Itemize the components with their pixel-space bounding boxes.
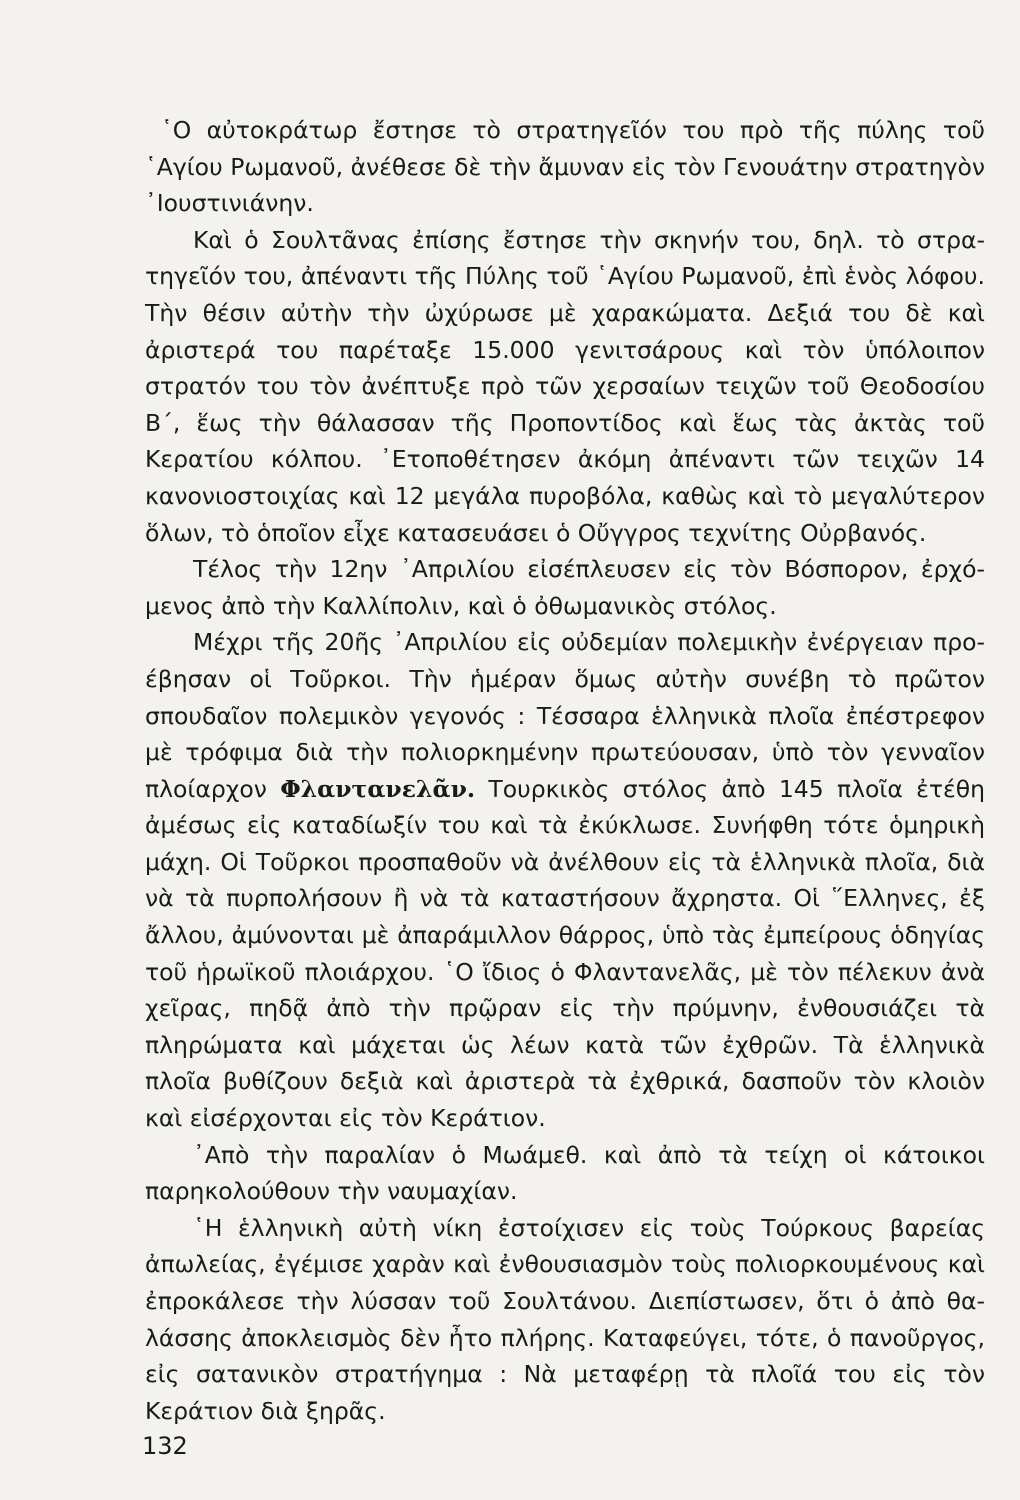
page-number: 132	[142, 1432, 188, 1460]
paragraph-4-start: Μέχρι τῆς 20ῆς ᾿Απριλίου εἰς οὐδεμίαν πολεμικὴν ἐνέργειαν προέβησαν οἱ Τοῦρκοι. Τὴν ἡμέραν ὅμως αὐτὴν συνέβη τὸ πρῶτον σπουδαῖον πολεμικὸν γεγονός : Τέσσαρα ἑλληνικὰ πλοῖα ἐπέστρεφον μὲ τρόφιμα διὰ τὴν πολιορκημένην πρωτεύουσαν, ὑπὸ τὸν γενναῖον πλοίαρχον	[145, 628, 985, 803]
paragraph-5: ᾿Απὸ τὴν παραλίαν ὁ Μωάμεθ. καὶ ἀπὸ τὰ τείχη οἱ κάτοικοι παρηκολούθουν τὴν ναυμαχίαν.	[145, 1140, 985, 1206]
body-text	[145, 112, 985, 1429]
captain-name-bold: Φλαντανελᾶν.	[280, 774, 476, 803]
paragraph-6: ῾Η ἑλληνικὴ αὐτὴ νίκη ἐστοίχισεν εἰς τοὺς Τούρκους βαρείας ἀπωλείας, ἐγέμισε χαρὰν καὶ ἐνθουσιασμὸν τοὺς πολιορκουμένους καὶ ἐπροκάλεσε τὴν λύσσαν τοῦ Σουλτάνου. Διεπίστωσεν, ὅτι ὁ ἀπὸ θαλάσσης ἀποκλεισμὸς δὲν ἦτο πλήρης. Καταφεύγει, τότε, ὁ πανοῦργος, εἰς σατανικὸν στρατήγημα : Νὰ μεταφέρῃ τὰ πλοῖά του εἰς τὸν Κεράτιον διὰ ξηρᾶς.	[145, 1213, 985, 1425]
paragraph-3: Τέλος τὴν 12ην ᾿Απριλίου εἰσέπλευσεν εἰς τὸν Βόσπορον, ἐρχόμενος ἀπὸ τὴν Καλλίπολιν, καὶ ὁ ὀθωμανικὸς στόλος.	[145, 555, 985, 620]
paragraph-4-end: Τουρκικὸς στόλος ἀπὸ 145 πλοῖα ἐτέθη ἀμέσως εἰς καταδίωξίν του καὶ τὰ ἐκύκλωσε. Συνήφθη τότε ὁμηρικὴ μάχη. Οἱ Τοῦρκοι προσπαθοῦν νὰ ἀνέλθουν εἰς τὰ ἑλληνικὰ πλοῖα, διὰ νὰ τὰ πυρπολήσουν ἢ νὰ τὰ καταστήσουν ἄχρηστα. Οἱ ῞Ελληνες, ἐξ ἄλλου, ἀμύνονται μὲ ἀπαράμιλλον θάρρος, ὑπὸ τὰς ἐμπείρους ὁδηγίας τοῦ ἡρωϊκοῦ πλοιάρχου. ῾Ο ἴδιος ὁ Φλαντανελᾶς, μὲ τὸν πέλεκυν ἀνὰ χεῖρας, πηδᾷ ἀπὸ τὴν πρῷραν εἰς τὴν πρύμνην, ἐνθουσιάζει τὰ πληρώματα καὶ μάχεται ὡς λέων κατὰ τῶν ἐχθρῶν. Τὰ ἑλληνικὰ πλοῖα βυθίζουν δεξιὰ καὶ ἀριστερὰ τὰ ἐχθρικά, δασποῦν τὸν κλοιὸν καὶ εἰσέρχονται εἰς τὸν Κεράτιον.	[145, 774, 986, 1133]
paragraph-4	[145, 624, 985, 1136]
paragraph-1: ῾Ο αὐτοκράτωρ ἔστησε τὸ στρατηγεῖόν του πρὸ τῆς πύλης τοῦ ῾Αγίου Ρωμανοῦ, ἀνέθεσε δὲ τὴν ἄμυναν εἰς τὸν Γενουάτην στρατηγὸν ᾿Ιουστινιάνην.	[145, 116, 985, 218]
paragraph-2: Καὶ ὁ Σουλτᾶνας ἐπίσης ἔστησε τὴν σκηνήν του, δηλ. τὸ στρατηγεῖόν του, ἀπέναντι τῆς Πύλης τοῦ ῾Αγίου Ρωμανοῦ, ἐπὶ ἑνὸς λόφου. Τὴν θέσιν αὐτὴν τὴν ὠχύρωσε μὲ χαρακώματα. Δεξιά του δὲ καὶ ἀριστερά του παρέταξε 15.000 γενιτσάρους καὶ τὸν ὑπόλοιπον στρατόν του τὸν ἀνέπτυξε πρὸ τῶν χερσαίων τειχῶν τοῦ Θεοδοσίου Β΄, ἕως τὴν θάλασσαν τῆς Προποντίδος καὶ ἕως τὰς ἀκτὰς τοῦ Κερατίου κόλπου. ᾿Ετοποθέτησεν ἀκόμη ἀπέναντι τῶν τειχῶν 14 κανονιοστοιχίας καὶ 12 μεγάλα πυροβόλα, καθὼς καὶ τὸ μεγαλύτερον ὅλων, τὸ ὁποῖον εἶχε κατασευάσει ὁ Οὔγγρος τεχνίτης Οὐρβανός.	[145, 225, 985, 547]
